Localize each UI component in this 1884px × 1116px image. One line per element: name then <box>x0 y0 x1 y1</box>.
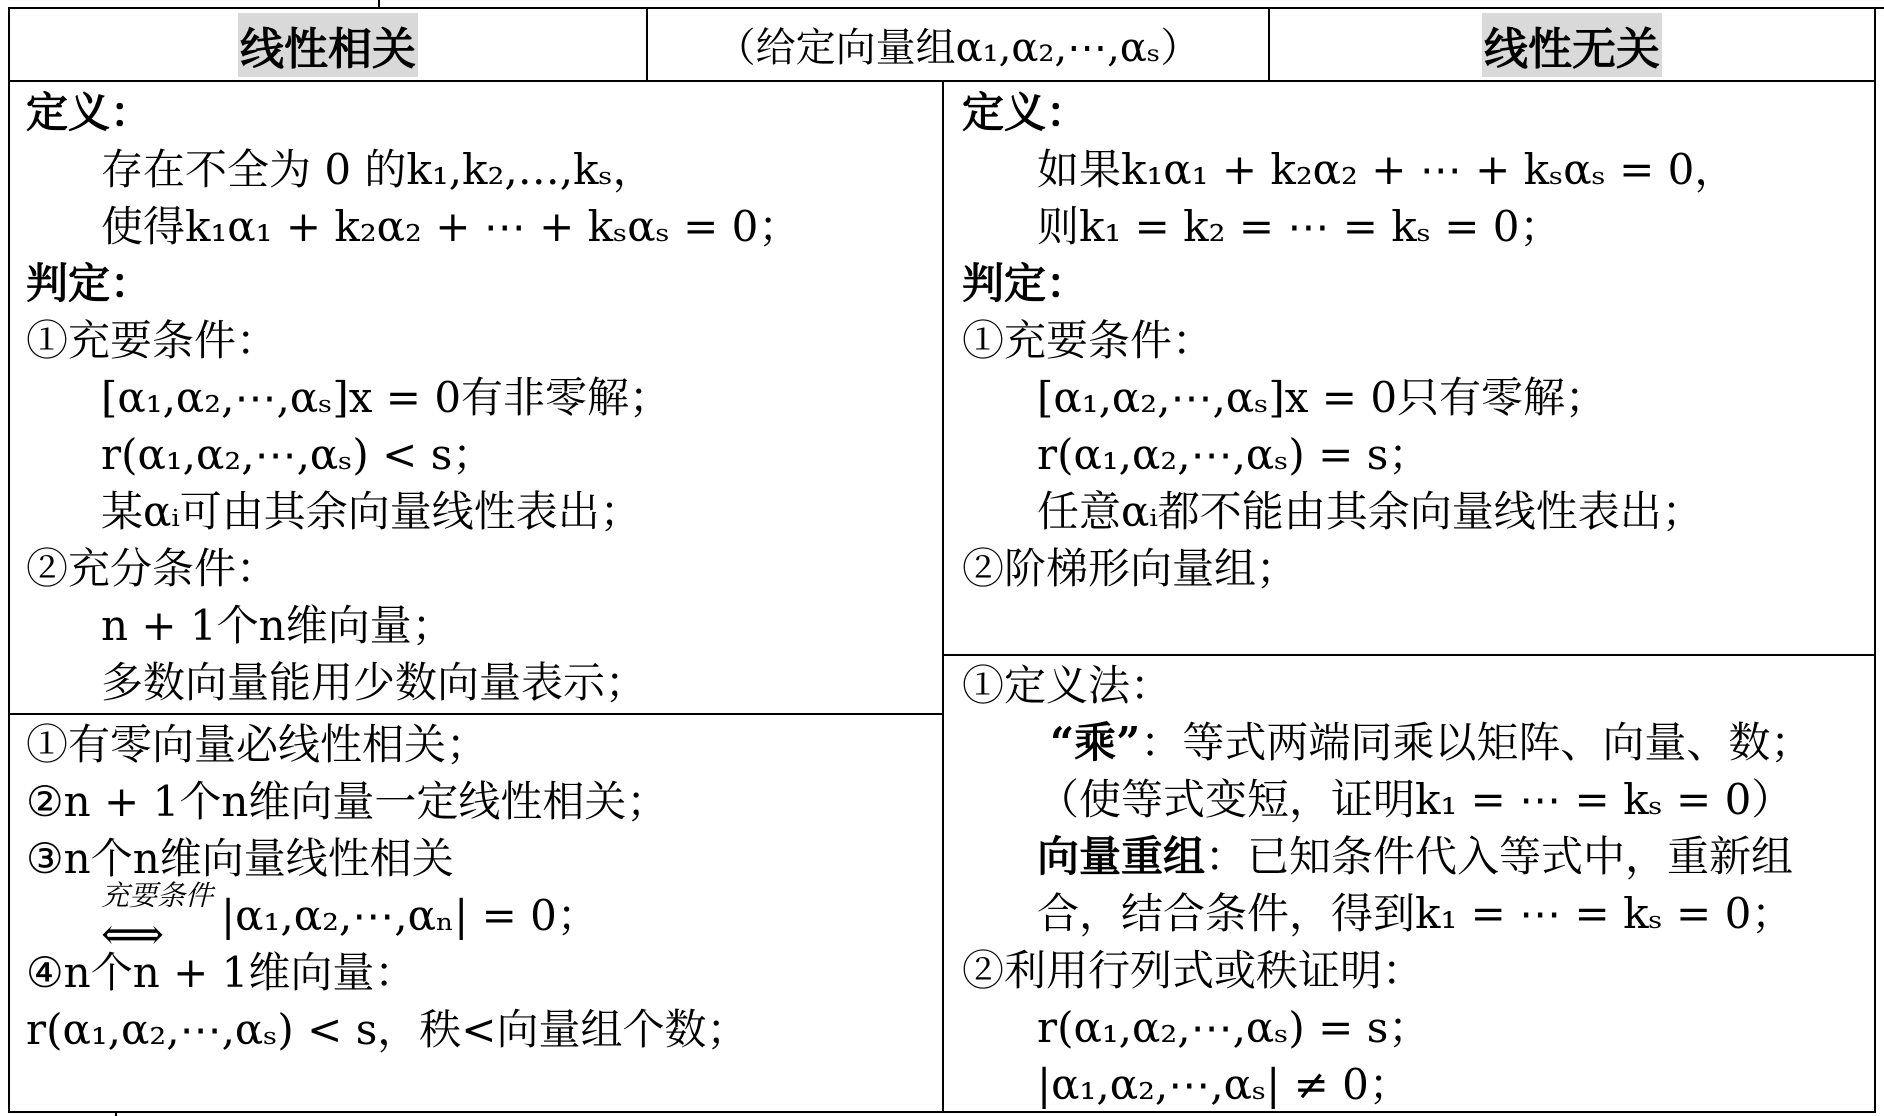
right-mul-line <box>962 714 1868 771</box>
regroup-label: 向量重组 <box>1037 832 1206 881</box>
left-definition-title: 定义： <box>26 88 153 137</box>
border-left <box>8 7 10 1113</box>
right-nec1: [α₁,α₂,⋯,αₛ]x = 0只有零解； <box>1037 373 1608 422</box>
left-necessary-title: ①充要条件： <box>26 316 279 365</box>
right-method1-title: ①定义法： <box>962 661 1173 710</box>
right-mul-note: （使等式变短，证明k₁ = ⋯ = kₛ = 0） <box>1037 775 1794 824</box>
left-prop4-formula: r(α₁,α₂,⋯,αₛ) < s，秩<向量组个数； <box>26 1005 749 1054</box>
left-prop1: ①有零向量必线性相关； <box>26 720 489 769</box>
right-staircase: ②阶梯形向量组； <box>962 544 1299 593</box>
equivalence-arrow-group <box>101 879 221 960</box>
left-def-line2: 使得k₁α₁ + k₂α₂ + ⋯ + kₛαₛ = 0； <box>101 202 801 251</box>
right-m2-2: |α₁,α₂,⋯,αₛ| ≠ 0； <box>1037 1060 1411 1109</box>
header-middle-label: （给定向量组α₁,α₂,⋯,αₛ） <box>715 25 1201 71</box>
right-definition-title: 定义： <box>962 88 1089 137</box>
left-nec3: 某αᵢ可由其余向量线性表出； <box>101 487 642 536</box>
mul-label: “乘” <box>1050 718 1141 767</box>
left-prop3: ③n个n维向量线性相关 <box>26 834 454 883</box>
left-nec1: [α₁,α₂,⋯,αₛ]x = 0有非零解； <box>101 373 672 422</box>
left-section-divider <box>8 713 943 715</box>
right-necessary-title: ①充要条件： <box>962 316 1215 365</box>
double-arrow-icon: ⟺ <box>101 909 165 960</box>
right-regroup-line <box>962 828 1868 885</box>
regroup-text: ：已知条件代入等式中，重新组 <box>1205 832 1794 881</box>
column-divider <box>942 80 944 1113</box>
left-sufficient-title: ②充分条件： <box>26 544 279 593</box>
right-def-line1: 如果k₁α₁ + k₂α₂ + ⋯ + kₛαₛ = 0， <box>1037 145 1737 194</box>
bottom-stub <box>115 1112 117 1116</box>
header-middle-cell <box>648 9 1268 80</box>
header-right-label: 线性无关 <box>1482 13 1662 77</box>
left-criteria-cell <box>26 84 936 711</box>
left-prop3-equivalence <box>26 879 936 960</box>
left-suf2: 多数向量能用少数向量表示； <box>101 658 648 707</box>
left-def-line1: 存在不全为 0 的k₁,k₂,…,kₛ， <box>101 145 655 194</box>
left-prop2: ②n + 1个n维向量一定线性相关； <box>26 777 669 826</box>
header-right-cell <box>1270 9 1874 80</box>
right-criteria-cell <box>962 84 1868 597</box>
right-nec3: 任意αᵢ都不能由其余向量线性表出； <box>1037 487 1704 536</box>
left-prop3-formula: |α₁,α₂,⋯,αₙ| = 0； <box>221 891 599 940</box>
equivalence-caption: 充要条件 <box>101 879 214 912</box>
top-stub <box>378 0 380 8</box>
left-criteria-title: 判定： <box>26 259 153 308</box>
left-nec2: r(α₁,α₂,⋯,αₛ) < s； <box>101 430 495 479</box>
border-right <box>1874 7 1876 1113</box>
left-suf1: n + 1个n维向量； <box>101 601 454 650</box>
left-prop4: ④n个n + 1维向量： <box>26 948 417 997</box>
header-left-label: 线性相关 <box>238 13 418 77</box>
right-methods-cell <box>962 657 1868 1113</box>
right-m2-1: r(α₁,α₂,⋯,αₛ) = s； <box>1037 1003 1431 1052</box>
header-left-cell <box>10 9 646 80</box>
left-properties-cell <box>26 716 936 1058</box>
right-regroup-cont: 合，结合条件，得到k₁ = ⋯ = kₛ = 0； <box>1037 889 1794 938</box>
right-def-line2: 则k₁ = k₂ = ⋯ = kₛ = 0； <box>1037 202 1562 251</box>
right-criteria-title: 判定： <box>962 259 1089 308</box>
right-method2-title: ②利用行列式或秩证明： <box>962 946 1425 995</box>
right-section-divider <box>943 654 1876 656</box>
right-nec2: r(α₁,α₂,⋯,αₛ) = s； <box>1037 430 1431 479</box>
mul-text: ：等式两端同乘以矩阵、向量、数； <box>1140 718 1813 767</box>
